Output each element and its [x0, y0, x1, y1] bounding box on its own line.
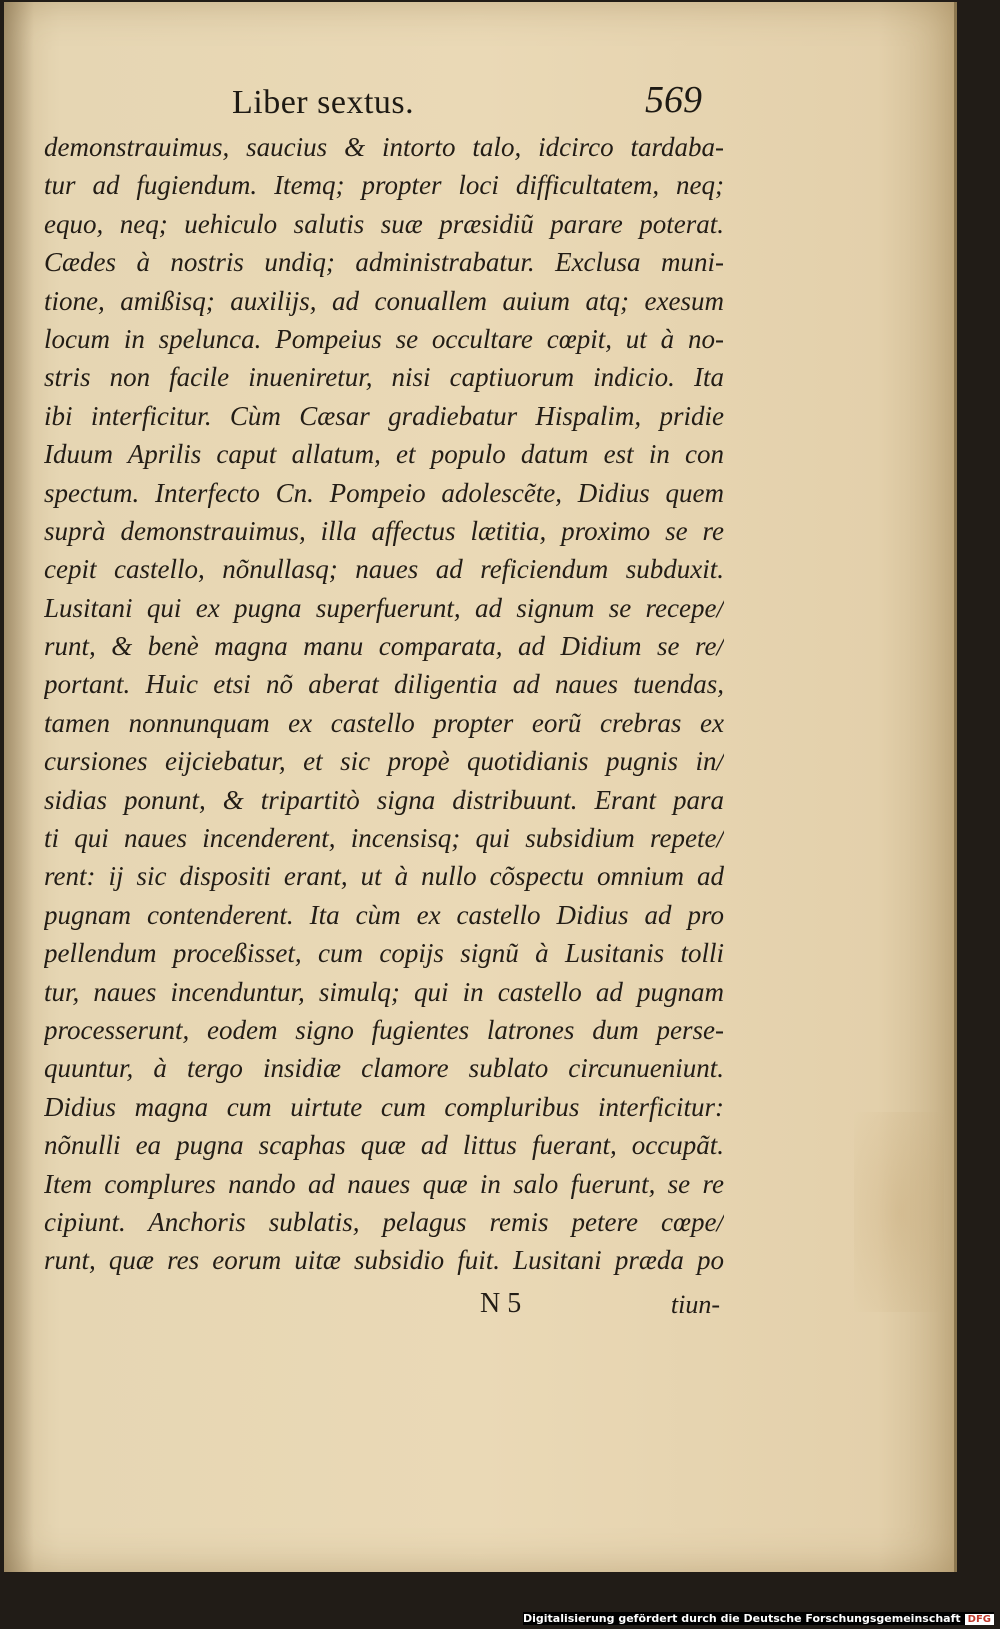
- text-line: nõnulli ea pugna scaphas quæ ad littus fuerant, occupãt.: [44, 1130, 724, 1161]
- text-line: stris non facile inueniretur, nisi captiuorum indicio. Ita: [44, 362, 724, 393]
- dfg-logo: DFG: [965, 1614, 994, 1625]
- credit-text: Digitalisierung gefördert durch die Deutsche Forschungsgemeinschaft: [522, 1612, 961, 1625]
- text-line: tamen nonnunquam ex castello propter eorũ crebras ex: [44, 707, 724, 738]
- text-line: ti qui naues incenderent, incensisq; qui subsidium repete/: [44, 823, 724, 854]
- text-line: locum in spelunca. Pompeius se occultare cœpit, ut à no-: [44, 323, 724, 354]
- main-text-block: [44, 128, 724, 1280]
- paper-stain: [854, 1112, 944, 1312]
- text-line: Didius magna cum uirtute cum compluribus interficitur:: [44, 1091, 724, 1122]
- text-line: ibi interficitur. Cùm Cæsar gradiebatur Hispalim, pridie: [44, 400, 724, 431]
- text-line: Cædes à nostris undiq; administrabatur. Exclusa muni-: [44, 247, 724, 278]
- text-line: equo, neq; uehiculo salutis suæ præsidiũ parare poterat.: [44, 208, 724, 239]
- page-footer: [480, 1288, 720, 1328]
- folio-number: 569: [645, 79, 702, 121]
- text-line: suprà demonstrauimus, illa affectus lætitia, proximo se re: [44, 515, 724, 546]
- text-line: spectum. Interfecto Cn. Pompeio adolescẽte, Didius quem: [44, 477, 724, 508]
- text-line: tur, naues incenduntur, simulq; qui in castello ad pugnam: [44, 976, 724, 1007]
- text-line: cursiones eijciebatur, et sic propè quotidianis pugnis in/: [44, 746, 724, 777]
- text-line: quuntur, à tergo insidiæ clamore sublato circunueniunt.: [44, 1053, 724, 1084]
- signature-mark: N 5: [480, 1288, 522, 1319]
- digitization-credit: [523, 1612, 994, 1625]
- catchword: tiun-: [670, 1290, 720, 1319]
- text-line: runt, & benè magna manu comparata, ad Didium se re/: [44, 631, 724, 662]
- text-line: tur ad fugiendum. Itemq; propter loci difficultatem, neq;: [44, 170, 724, 201]
- text-line: Lusitani qui ex pugna superfuerunt, ad signum se recepe/: [44, 592, 724, 623]
- text-line: sidias ponunt, & tripartitò signa distribuunt. Erant para: [44, 784, 724, 815]
- text-line: processerunt, eodem signo fugientes latrones dum perse-: [44, 1014, 724, 1045]
- text-line: portant. Huic etsi nõ aberat diligentia ad naues tuendas,: [44, 669, 724, 700]
- text-line: Item complures nando ad naues quæ in salo fuerunt, se re: [44, 1168, 724, 1199]
- text-line: cepit castello, nõnullasq; naues ad reficiendum subduxit.: [44, 554, 724, 585]
- text-line: pellendum proceßisset, cum copijs signũ à Lusitanis tolli: [44, 938, 724, 969]
- text-line: rent: ij sic dispositi erant, ut à nullo cõspectu omnium ad: [44, 861, 724, 892]
- text-line: tione, amißisq; auxilijs, ad conuallem auium atq; exesum: [44, 285, 724, 316]
- text-line: cipiunt. Anchoris sublatis, pelagus remis petere cœpe/: [44, 1206, 724, 1237]
- page-header: [232, 78, 702, 130]
- text-line: Iduum Aprilis caput allatum, et populo datum est in con: [44, 439, 724, 470]
- running-title: Liber sextus.: [232, 84, 415, 121]
- text-line: pugnam contenderent. Ita cùm ex castello Didius ad pro: [44, 899, 724, 930]
- text-line: demonstrauimus, saucius & intorto talo, idcirco tardaba-: [44, 132, 724, 162]
- text-line: runt, quæ res eorum uitæ subsidio fuit. Lusitani præda po: [44, 1245, 724, 1276]
